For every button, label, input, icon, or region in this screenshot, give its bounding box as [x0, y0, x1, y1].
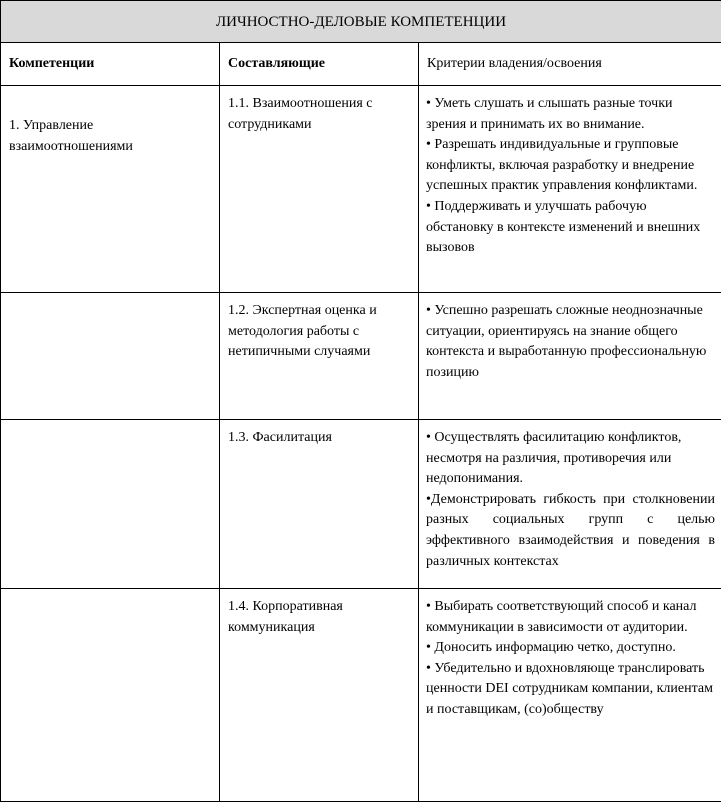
criterion-item: • Уметь слушать и слышать разные точки зрения и принимать их во внимание.	[426, 94, 715, 135]
criteria-cell	[419, 86, 721, 293]
competency-cell-empty	[1, 420, 220, 589]
header-competencies: Компетенции	[1, 43, 220, 86]
criterion-item: • Осуществлять фасилитацию конфликтов, несмотря на различия, противоречия или недопонимания.	[426, 428, 715, 490]
criterion-item: •Демонстрировать гибкость при столкновении разных социальных групп с целью эффективного взаимодействия и поведения в различных контекстах	[426, 490, 715, 572]
criterion-item: • Убедительно и вдохновляюще транслировать ценности DEI сотрудникам компании, клиентам и поставщикам, (со)обществу	[426, 659, 715, 721]
criteria-cell	[419, 293, 721, 420]
table-row	[1, 420, 721, 589]
table-title: ЛИЧНОСТНО-ДЕЛОВЫЕ КОМПЕТЕНЦИИ	[216, 10, 506, 33]
table-header-row	[1, 43, 721, 86]
criterion-item: • Разрешать индивидуальные и групповые конфликты, включая разработку и внедрение успешных практик управления конфликтами.	[426, 135, 715, 197]
table-row	[1, 86, 721, 293]
table-row	[1, 293, 721, 420]
header-components: Составляющие	[220, 43, 419, 86]
table-title-row	[1, 1, 721, 43]
criteria-cell	[419, 420, 721, 589]
criteria-cell	[419, 589, 721, 802]
competency-label: 1. Управление взаимоотношениями	[9, 116, 213, 157]
criterion-item: • Выбирать соответствующий способ и канал коммуникации в зависимости от аудитории.	[426, 597, 715, 638]
component-cell: 1.3. Фасилитация	[220, 420, 419, 589]
component-cell: 1.1. Взаимоотношения с сотрудниками	[220, 86, 419, 293]
table-row	[1, 589, 721, 802]
competency-cell-empty	[1, 293, 220, 420]
competency-cell-empty	[1, 589, 220, 802]
criterion-item: • Поддерживать и улучшать рабочую обстановку в контексте изменений и внешних вызовов	[426, 197, 715, 259]
criterion-item: • Успешно разрешать сложные неоднозначные ситуации, ориентируясь на знание общего контекста и выработанную профессиональную позицию	[426, 301, 715, 383]
competency-cell	[1, 86, 220, 293]
header-criteria: Критерии владения/освоения	[419, 43, 721, 86]
table-title-cell	[1, 1, 721, 43]
component-cell: 1.2. Экспертная оценка и методология работы с нетипичными случаями	[220, 293, 419, 420]
criterion-item: • Доносить информацию четко, доступно.	[426, 638, 715, 659]
component-cell: 1.4. Корпоративная коммуникация	[220, 589, 419, 802]
